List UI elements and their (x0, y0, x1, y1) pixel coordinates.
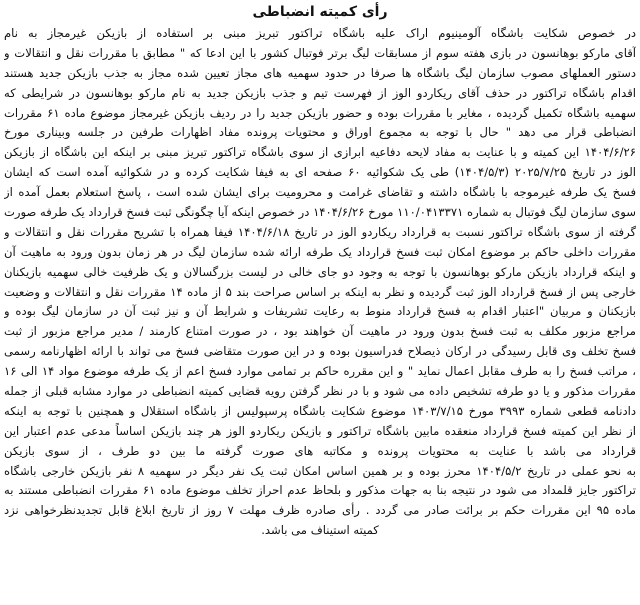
text-line: به نحو عملی در تاریخ ۱۴۰۴/۵/۲ محرز بوده و بر همین اساس امکان ثبت یک نفر دیگر در سهمیه ۸ نفر بازیکن خارجی باشگاه (4, 463, 636, 478)
text-line: در خصوص شکایت باشگاه آلومینیوم اراک علیه باشگاه تراکتور تبریز مبنی بر استفاده از بازیکن غیرمجاز به نام (4, 26, 636, 40)
text-line: ماده ۹۵ این مقررات حکم بر برائت صادر می گردد . رأی صادره ظرف مهلت ۷ روز از تاریخ ابلاغ قابل تجدیدنظرخواهی نزد (4, 503, 636, 518)
text-line: قرارداد می باشد با عنایت به محتویات پرونده و مکاتبه های صورت گرفته ما بین دو طرف ، از سوی بازیکن (4, 443, 636, 458)
text-line: ۱۴۰۴/۶/۲۶ این کمیته و با عنایت به مفاد لایحه دفاعیه ابرازی از سوی باشگاه تراکتور تبریز مبنی بر اینکه این باشگاه از بازیکن (4, 145, 636, 160)
text-line: مقررات مذکور و یا دو طرفه تشخیص داده می شود و با در نظر گرفتن رویه قضایی کمیته انضباطی در موارد مشابه قبلی از جمله (4, 384, 636, 399)
text-line: الوز در تاریخ ۲۰۲۵/۷/۲۵ (۱۴۰۴/۵/۳) طی یک شکوائیه ۶۰ صفحه ای به فیفا شکایت کرده و در شکوائیه آمده است که ایشان (4, 165, 636, 180)
text-line: سهمیه باشگاه تکمیل گردیده ، مغایر با مقررات بوده و حضور بازیکن جدید را در ردیف بازیکن غیرمجاز موضوع ماده ۶۱ مقررات (4, 105, 636, 120)
text-line-final: کمیته استیناف می باشد. (261, 523, 379, 538)
text-line: خارجی پس از فسخ قرارداد الوز ثبت گردیده و نظر به اینکه بر اساس صراحت بند ۵ از ماده ۱۴ مقررات نقل و انتقالات و وضعیت (4, 284, 636, 299)
text-line: دادنامه قطعی شماره ۳۹۹۳ مورخ ۱۴۰۳/۷/۱۵ موضوع شکایت باشگاه پرسپولیس از باشگاه استقلال و همچنین با توجه به اینکه (4, 403, 636, 418)
text-line: سوی سازمان لیگ فوتبال به شماره ۱۱۰/۰۴۱۳۳۷۱ مورخ ۱۴۰۴/۶/۲۶ در خصوص اینکه آیا چگونگی ثبت فسخ قرارداد یک طرفه صورت (4, 205, 636, 220)
document-body (4, 24, 636, 541)
text-line: انضباطی قرار می دهد " حال با توجه به مجموع اوراق و محتویات پرونده مفاد اظهارات طرفین در جلسه وبیناری مورخ (4, 125, 636, 140)
document-title: رأی کمیته انضباطی (252, 4, 388, 20)
text-line: از نظر این کمیته فسخ قرارداد منعقده مابین باشگاه تراکتور و بازیکن ریکاردو الوز هر چند بازیکن اساساً مدعی عدم اعتبار این (4, 423, 636, 438)
disciplinary-verdict-document (4, 0, 636, 605)
text-line: و اینکه قرارداد بازیکن مارکو بوهانسون با توجه به وجود دو جای خالی در لیست بزرگسالان و یک ظرفیت خالی سهمیه بازیکنان (4, 264, 636, 279)
text-line: دستور العملهای مصوب سازمان لیگ باشگاه ها صرفا در حدود سهمیه های مجاز تعیین شده مجاز به جذب بازیکن جدید هستند (4, 65, 636, 80)
text-line: فسخ یک طرفه غیرموجه با باشگاه داشته و تقاضای غرامت و محرومیت برای ایشان شده است ، پاسخ استعلام بعمل آمده از (4, 185, 636, 200)
text-line: بازیکنان و مربیان "اعتبار اقدام به فسخ قرارداد منوط به رعایت تشریفات و شرایط آن و نیز ثبت آن در سازمان لیگ بوده و (4, 304, 636, 319)
text-line: ، مراتب فسخ را به طرف مقابل اعمال نماید " و این مقرره حاکم بر تمامی موارد فسخ اعم از یک طرفه موضوع مواد ۱۴ الی ۱۶ (4, 364, 636, 379)
text-line: مراجع مزبور مکلف به ثبت فسخ بدون ورود در ماهیت آن خواهند بود ، در صورت امتناع کارمند / مدیر مراجع مزبور از ثبت (4, 324, 636, 339)
text-line: تراکتور جایز قلمداد می شود در نتیجه بنا به جهات مذکور و بلحاظ عدم احراز تخلف موضوع ماده ۶۱ مقررات انضباطی مستند به (4, 483, 636, 498)
text-line: اقدام باشگاه تراکتور در حذف آقای ریکاردو الوز از فهرست تیم و جذب بازیکن جدید به نام مارکو بوهانسون در شرایطی که (4, 85, 636, 100)
text-line: فسخ تخلف وی قابل رسیدگی در ارکان ذیصلاح فدراسیون بوده و در این صورت متقاضی فسخ می تواند با ارائه اظهارنامه رسمی (4, 344, 636, 359)
text-line: گرفته از سوی باشگاه تراکتور نسبت به قرارداد ریکاردو الوز در تاریخ ۱۴۰۴/۶/۱۸ فیفا همراه با تشریح مقررات نقل و انتقالات و (4, 224, 636, 239)
text-line: مقررات داخلی حاکم بر موضوع امکان ثبت فسخ قرارداد یک طرفه ارائه شده سازمان لیگ در هر زمان بدون ورود به ماهیت آن (4, 244, 636, 259)
text-line: آقای مارکو بوهانسون در بازی هفته سوم از مسابقات لیگ برتر فوتبال کشور با این ادعا که " مطابق با مقررات نقل و انتقالات و (4, 45, 636, 60)
